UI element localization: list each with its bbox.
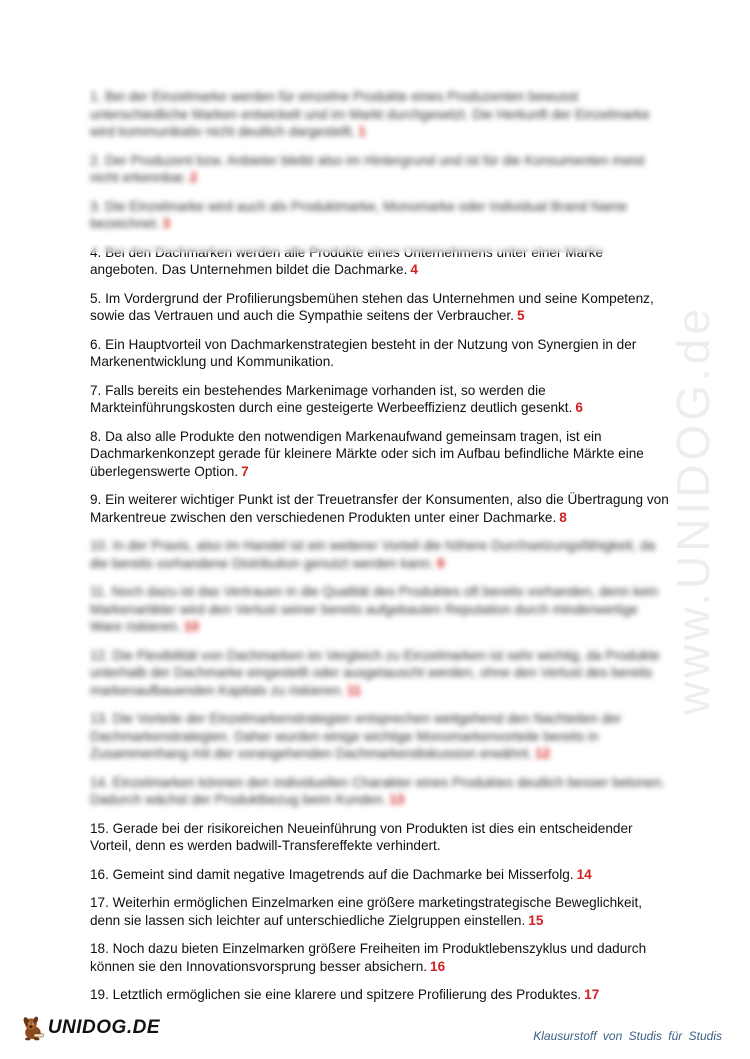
paragraph-2: 2. Der Produzent bzw. Anbieter bleibt also im Hintergrund und ist für die Konsumenten meist nicht erkennbar. 2 bbox=[90, 152, 645, 185]
paragraph-11: 11. Noch dazu ist das Vertrauen in die Qualität des Produktes oft bereits vorhanden, denn kein Markenartikler wird den Verlust seiner bereits aufgebauten Reputation durch minderwertige Ware riskieren. 10 bbox=[90, 584, 659, 634]
footer-tagline: Klausurstoff von Studis für Studis bbox=[533, 1029, 722, 1043]
source-number: 14 bbox=[576, 866, 592, 882]
paragraph-8: 8. Da also alle Produkte den notwendigen Markenaufwand gemeinsam tragen, ist ein Dachmarkenkonzept gerade für kleinere Märkte oder sich im Aufbau befindliche Märkte eine überlegenswerte Option. 7 bbox=[90, 428, 644, 479]
paragraph-14: 14. Einzelmarken können den individuellen Charakter eines Produktes deutlich besser betonen. Dadurch wächst der Produktbezug beim Kunden. 13 bbox=[90, 774, 666, 807]
dog-mascot-icon bbox=[20, 1007, 46, 1049]
paragraph-12: 12. Die Flexibilität von Dachmarken im Vergleich zu Einzelmarken ist sehr wichtig, da Produkte unterhalb der Dachmarke eingestellt oder ausgetauscht werden, ohne den Verlust des bereits markenaufbauenden Kapitals zu riskieren. 11 bbox=[90, 647, 660, 698]
paragraph-5: 5. Im Vordergrund der Profilierungsbemühen stehen das Unternehmen und seine Kompetenz, sowie das Vertrauen und auch die Sympathie seitens der Verbraucher. 5 bbox=[90, 290, 654, 323]
source-number: 2 bbox=[189, 170, 198, 185]
watermark-text: www.UNIDOG.de bbox=[667, 305, 720, 715]
unidog-logo bbox=[20, 1007, 160, 1049]
paragraph-18: 18. Noch dazu bieten Einzelmarken größere Freiheiten im Produktlebenszyklus und dadurch können sie den Innovationsvorsprung besser absichern. 16 bbox=[90, 941, 647, 974]
source-number: 4 bbox=[410, 262, 418, 277]
paragraph-15: 15. Gerade bei der risikoreichen Neueinführung von Produkten ist dies ein entscheidender Vorteil, denn es werden badwill-Transfereffekte verhindert. bbox=[90, 820, 633, 853]
source-number: 13 bbox=[389, 792, 405, 807]
source-number: 9 bbox=[436, 555, 445, 571]
paragraph-17: 17. Weiterhin ermöglichen Einzelmarken eine größere marketingstrategische Beweglichkeit, denn sie lassen sich leichter auf unterschiedliche Zielgruppen einstellen. 15 bbox=[90, 895, 643, 928]
paragraph-7: 7. Falls bereits ein bestehendes Markenimage vorhanden ist, so werden die Markteinführungskosten durch eine gesteigerte Werbeeffizienz deutlich gesenkt. 6 bbox=[90, 382, 583, 415]
source-number: 15 bbox=[528, 912, 544, 928]
paragraph-19: 19. Letztlich ermöglichen sie eine klarere und spitzere Profilierung des Produktes. 17 bbox=[90, 987, 600, 1002]
paragraph-6: 6. Ein Hauptvorteil von Dachmarkenstrategien besteht in der Nutzung von Synergien in der Markenentwicklung und Kommunikation. bbox=[90, 336, 637, 369]
source-number: 7 bbox=[241, 463, 249, 479]
paragraph-13: 13. Die Vorteile der Einzelmarkenstrategien entsprechen weitgehend den Nachteilen der Dachmarkenstrategien. Daher wurden einige wichtige Monomarkenvorteile bereits in Zusammenhang mit der vorangehenden Dachmarkendiskussion erwähnt. 12 bbox=[90, 711, 622, 761]
blur-overlay bbox=[90, 244, 670, 253]
source-number: 5 bbox=[516, 308, 525, 323]
paragraph-10: 10. In der Praxis, also im Handel ist ein weiterer Vorteil die höhere Durchsetzungsfähigkeit, da die bereits vorhandene Distribution genutzt werden kann. 9 bbox=[90, 538, 656, 571]
paragraph-9: 9. Ein weiterer wichtiger Punkt ist der Treuetransfer der Konsumenten, also die Übertragung von Markentreue zwischen den verschiedenen Produkten unter einer Dachmarke. 8 bbox=[90, 492, 669, 525]
source-number: 6 bbox=[575, 400, 583, 415]
logo-text: UNIDOG.DE bbox=[47, 1017, 160, 1038]
paragraph-16: 16. Gemeint sind damit negative Imagetrends auf die Dachmarke bei Misserfolg. 14 bbox=[90, 866, 592, 882]
source-number: 17 bbox=[584, 987, 600, 1002]
source-number: 11 bbox=[346, 682, 362, 698]
paragraph-1: 1. Bei der Einzelmarke werden für einzelne Produkte eines Produzenten bewusst unterschiedliche Marken entwickelt und im Markt durchgesetzt. Die Herkunft der Einzelmarke wird kommunikativ nicht deutlich dargestellt. 1 bbox=[90, 89, 650, 139]
document-body bbox=[90, 88, 670, 1015]
paragraph-3: 3. Die Einzelmarke wird auch als Produktmarke, Monomarke oder Individual Brand Name bezeichnet. 3 bbox=[90, 198, 628, 231]
source-number: 3 bbox=[162, 216, 171, 231]
source-number: 1 bbox=[358, 124, 366, 139]
source-number: 16 bbox=[430, 958, 446, 974]
source-number: 10 bbox=[183, 619, 200, 634]
source-number: 8 bbox=[559, 509, 567, 525]
source-number: 12 bbox=[535, 746, 551, 761]
paragraph-4: 4. Bei den Dachmarken werden alle Produkte eines Unternehmens unter einer Marke angeboten. Das Unternehmen bildet die Dachmarke. 4 bbox=[90, 244, 670, 279]
